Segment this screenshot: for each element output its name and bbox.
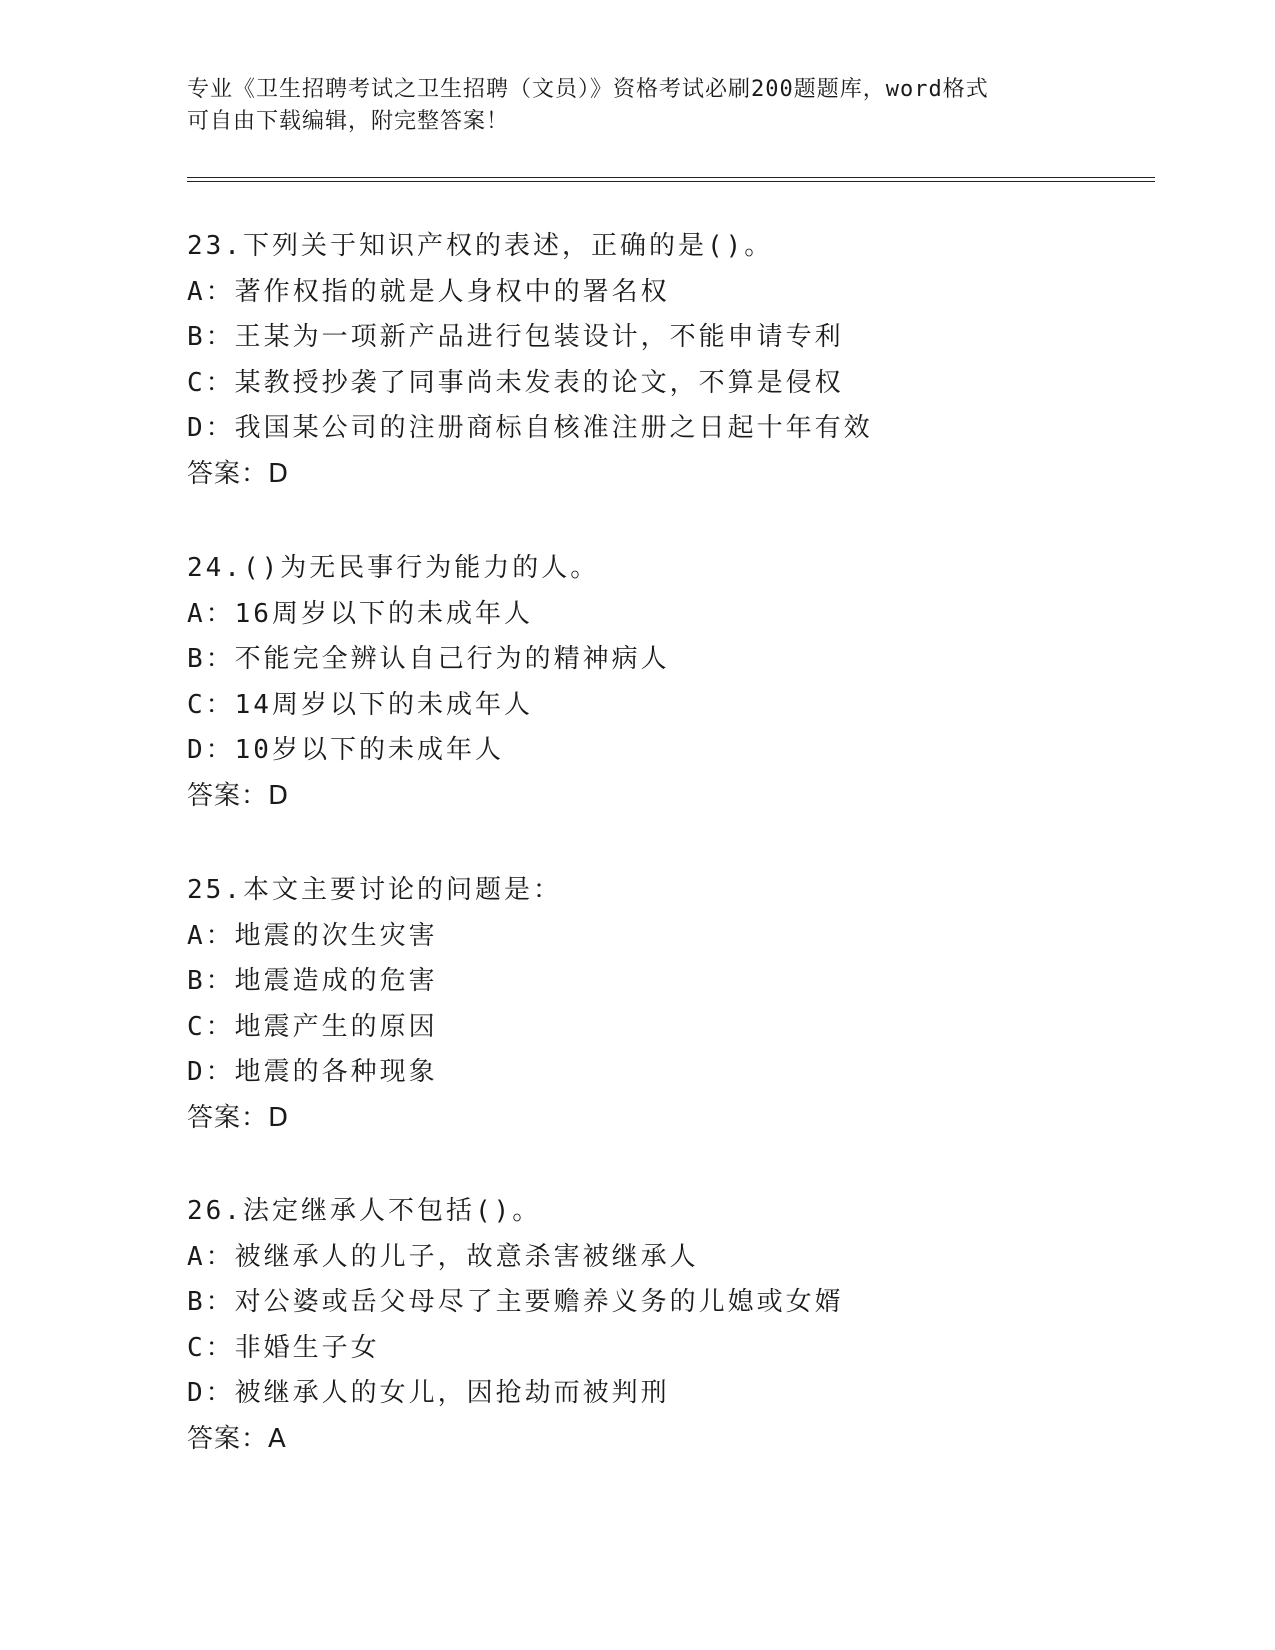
header-title-line-2: 可自由下载编辑，附完整答案！ [187, 109, 510, 134]
option-a: A：16周岁以下的未成年人 [187, 598, 533, 629]
option-c: C：非婚生子女 [187, 1332, 380, 1363]
question-24 [187, 546, 1187, 819]
option-d: D：被继承人的女儿，因抢劫而被判刑 [187, 1378, 670, 1408]
option-c: C：某教授抄袭了同事尚未发表的论文，不算是侵权 [187, 367, 844, 398]
question-stem: 25.本文主要讨论的问题是： [187, 875, 562, 905]
answer: 答案：D [187, 780, 290, 811]
option-b: B：对公婆或岳父母尽了主要赡养义务的儿媳或女婿 [187, 1287, 844, 1317]
answer: 答案：A [187, 1423, 287, 1454]
question-stem: 24.()为无民事行为能力的人。 [187, 553, 600, 583]
option-c: C：地震产生的原因 [187, 1011, 438, 1042]
option-b: B：不能完全辨认自己行为的精神病人 [187, 644, 670, 674]
option-c: C：14周岁以下的未成年人 [187, 689, 533, 720]
option-a: A：被继承人的儿子，故意杀害被继承人 [187, 1241, 699, 1272]
question-stem: 23.下列关于知识产权的表述，正确的是()。 [187, 231, 774, 261]
option-d: D：10岁以下的未成年人 [187, 735, 504, 765]
question-stem: 26.法定继承人不包括()。 [187, 1196, 542, 1226]
question-26 [187, 1189, 1187, 1462]
answer: 答案：D [187, 458, 290, 489]
question-23 [187, 224, 1187, 497]
option-a: A：地震的次生灾害 [187, 920, 438, 951]
option-b: B：王某为一项新产品进行包装设计，不能申请专利 [187, 322, 844, 352]
option-b: B：地震造成的危害 [187, 966, 438, 996]
answer: 答案：D [187, 1102, 290, 1133]
header-title-line-1: 专业《卫生招聘考试之卫生招聘（文员）》资格考试必刷200题题库，word格式 [187, 77, 989, 102]
option-d: D：地震的各种现象 [187, 1057, 438, 1087]
option-d: D：我国某公司的注册商标自核准注册之日起十年有效 [187, 413, 873, 443]
option-a: A：著作权指的就是人身权中的署名权 [187, 276, 670, 307]
question-25 [187, 868, 1187, 1141]
document-header [187, 74, 1087, 138]
header-double-rule [187, 177, 1155, 182]
